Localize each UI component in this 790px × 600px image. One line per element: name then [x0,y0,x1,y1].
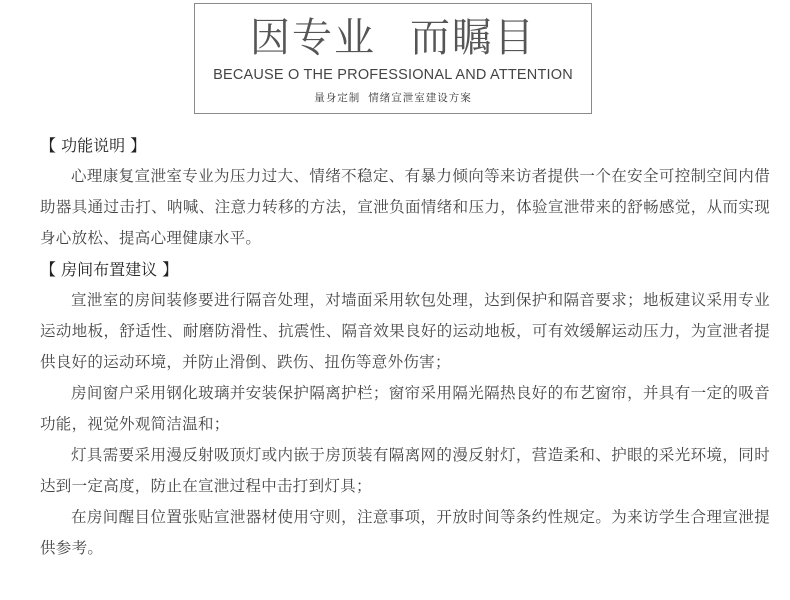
tagline [195,91,591,105]
room-paragraph-windows: 房间窗户采用钢化玻璃并安装保护隔离护栏；窗帘采用隔光隔热良好的布艺窗帘，并具有一定的吸音功能，视觉外观简洁温和； [40,384,770,433]
title-part-2: 而瞩目 [410,15,536,61]
tagline-part-1: 量身定制 [314,92,361,104]
function-paragraph: 心理康复宣泄室专业为压力过大、情绪不稳定、有暴力倾向等来访者提供一个在安全可控制空间内借助器具通过击打、呐喊、注意力转移的方法，宣泄负面情绪和压力，体验宣泄带来的舒畅感觉，从而实现身心放松、提高心理健康水平。 [40,167,770,247]
header-box [194,3,592,114]
section-room-layout [40,254,770,564]
document-body [40,130,770,564]
section-heading-room-layout: 【 房间布置建议 】 [40,260,179,279]
title-part-1: 因专业 [250,15,376,61]
room-paragraph-rules: 在房间醒目位置张贴宣泄器材使用守则，注意事项，开放时间等条约性规定。为来访学生合理宣泄提供参考。 [40,508,770,557]
english-subtitle: BECAUSE O THE PROFESSIONAL AND ATTENTION [213,67,573,83]
tagline-part-2: 情绪宣泄室建设方案 [368,92,472,104]
room-paragraph-lighting: 灯具需要采用漫反射吸顶灯或内嵌于房顶装有隔离网的漫反射灯，营造柔和、护眼的采光环境，同时达到一定高度，防止在宣泄过程中击打到灯具； [40,446,770,495]
section-heading-function: 【 功能说明 】 [40,136,147,155]
room-paragraph-soundproofing: 宣泄室的房间装修要进行隔音处理，对墙面采用软包处理，达到保护和隔音要求；地板建议采用专业运动地板，舒适性、耐磨防滑性、抗震性、隔音效果良好的运动地板，可有效缓解运动压力，为宣泄者提供良好的运动环境，并防止滑倒、跌伤、扭伤等意外伤害； [40,291,770,371]
section-function [40,130,770,254]
page-title [195,12,591,64]
